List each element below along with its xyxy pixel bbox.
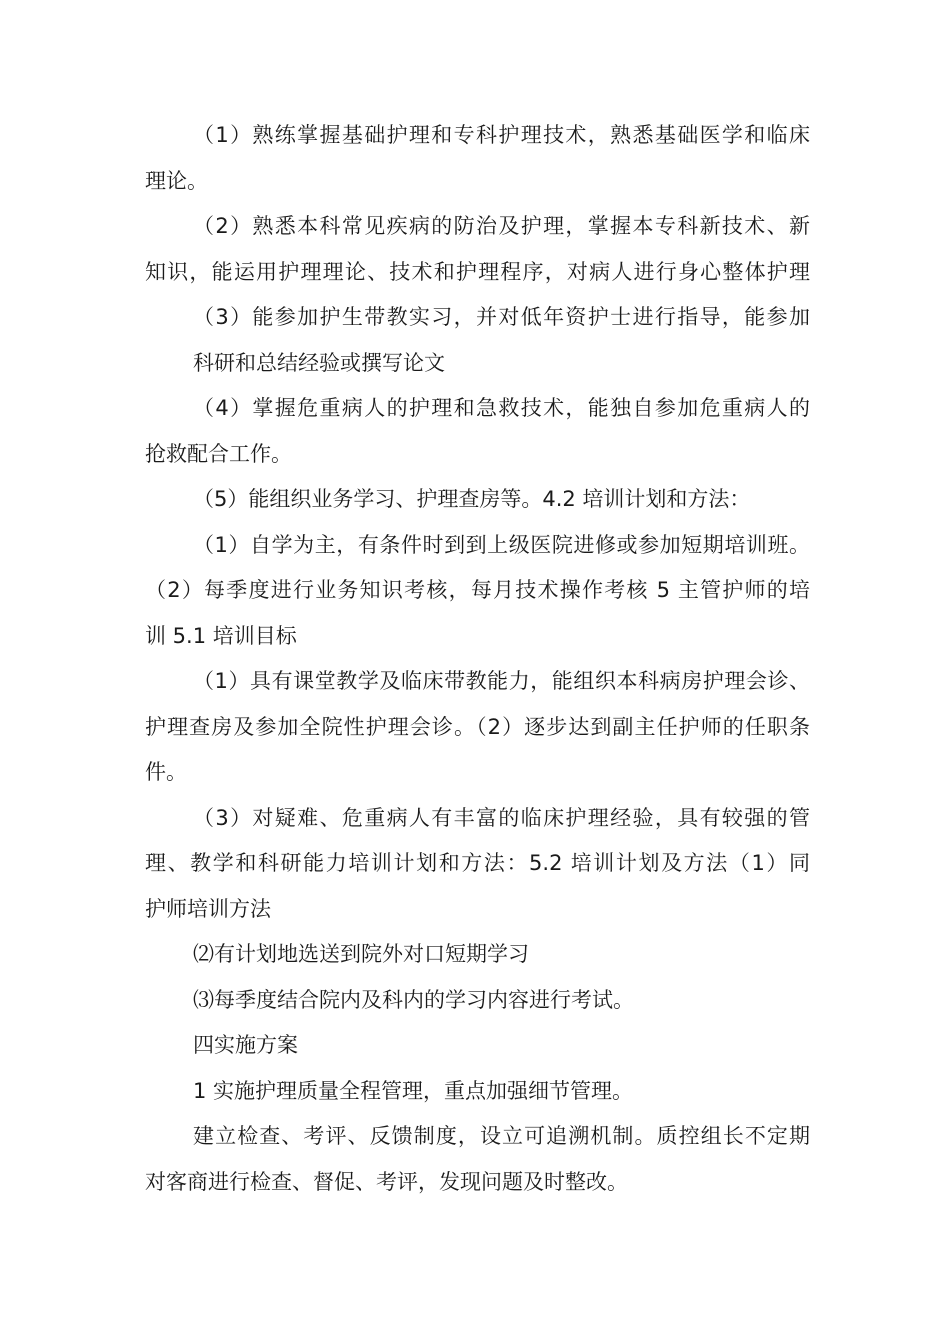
text-line-11: （2）每季度进行业务知识考核，每月技术操作考核 5 主管护师的培	[145, 578, 810, 602]
text-line-7: （4）掌握危重病人的护理和急救技术，能独自参加危重病人的	[193, 396, 810, 420]
text-line-5: （3）能参加护生带教实习，并对低年资护士进行指导，能参加	[193, 305, 810, 329]
text-line-2: 理论。	[145, 169, 208, 193]
text-line-17: 理、教学和科研能力培训计划和方法：5.2 培训计划及方法（1）同	[145, 851, 810, 875]
text-line-15: 件。	[145, 760, 187, 784]
text-line-18: 护师培训方法	[145, 897, 271, 921]
text-line-19: ⑵有计划地选送到院外对口短期学习	[193, 942, 529, 966]
text-line-14: 护理查房及参加全院性护理会诊。（2）逐步达到副主任护师的任职条	[145, 715, 810, 739]
text-line-6: 科研和总结经验或撰写论文	[193, 351, 445, 375]
text-line-9: （5）能组织业务学习、护理查房等。4.2 培训计划和方法：	[193, 487, 751, 511]
text-line-8: 抢救配合工作。	[145, 442, 292, 466]
text-line-23: 建立检查、考评、反馈制度，设立可追溯机制。质控组长不定期	[193, 1124, 810, 1148]
text-line-20: ⑶每季度结合院内及科内的学习内容进行考试。	[193, 988, 634, 1012]
text-line-22: 1 实施护理质量全程管理，重点加强细节管理。	[193, 1079, 634, 1103]
text-line-1: （1）熟练掌握基础护理和专科护理技术，熟悉基础医学和临床	[193, 123, 810, 147]
text-line-10: （1）自学为主，有条件时到到上级医院进修或参加短期培训班。	[193, 533, 810, 557]
text-line-4: 知识，能运用护理理论、技术和护理程序，对病人进行身心整体护理	[145, 260, 810, 284]
text-line-3: （2）熟悉本科常见疾病的防治及护理，掌握本专科新技术、新	[193, 214, 810, 238]
text-line-12: 训 5.1 培训目标	[145, 624, 297, 648]
text-line-24: 对客商进行检查、督促、考评，发现问题及时整改。	[145, 1170, 628, 1194]
text-line-21: 四实施方案	[193, 1033, 298, 1057]
text-line-13: （1）具有课堂教学及临床带教能力，能组织本科病房护理会诊、	[193, 669, 810, 693]
text-line-16: （3）对疑难、危重病人有丰富的临床护理经验，具有较强的管	[193, 806, 810, 830]
